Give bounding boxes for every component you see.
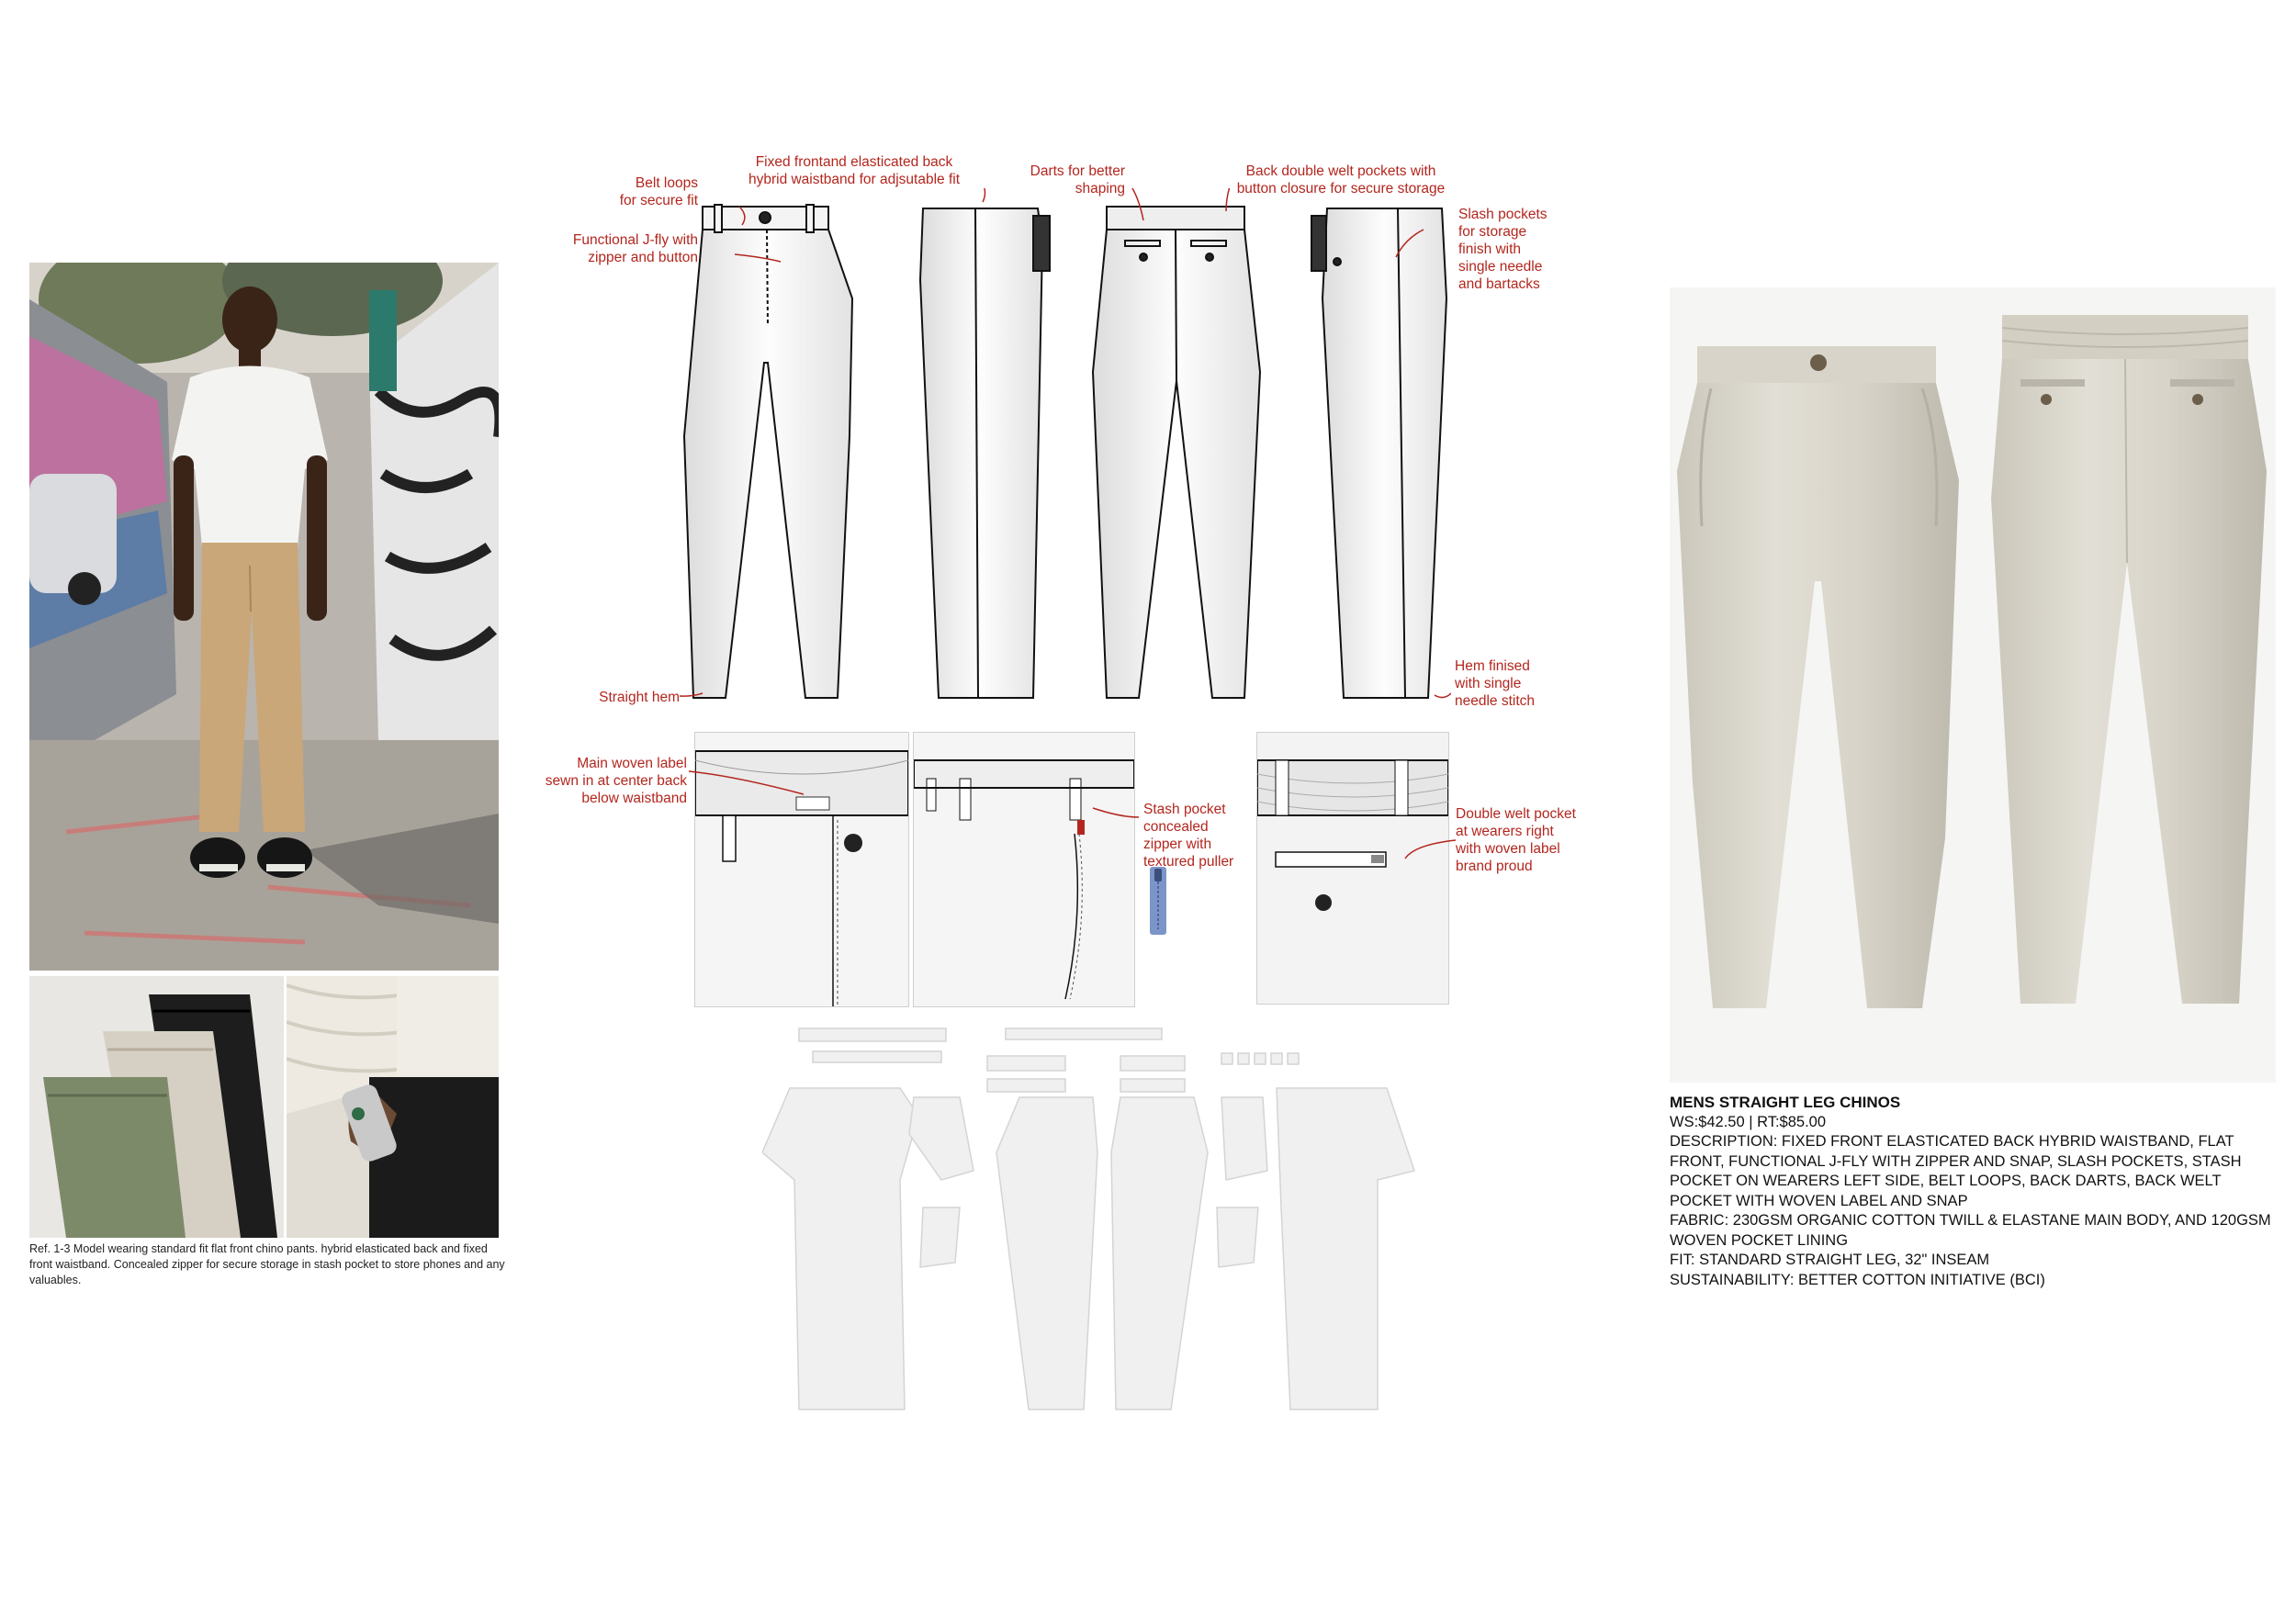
product-fit: FIT: STANDARD STRAIGHT LEG, 32" INSEAM: [1670, 1252, 1990, 1268]
folded-chinos-photo: [29, 976, 284, 1238]
product-price: WS:$42.50 | RT:$85.00: [1670, 1113, 1827, 1130]
annotation-darts: Darts for better shaping: [1030, 163, 1125, 197]
flat-sketches: [680, 188, 1451, 712]
photo-caption: Ref. 1-3 Model wearing standard fit flat front chino pants. hybrid elasticated back and fixed front waistband. Concealed zipper for secure storage in stash pocket to store phones and any valuables.: [29, 1242, 505, 1286]
annotation-waistband: Fixed frontand elasticated back hybrid waistband for adjsutable fit: [748, 154, 961, 187]
side-back-flat: [1311, 208, 1446, 698]
render-back: [1991, 315, 2267, 1004]
product-title: MENS STRAIGHT LEG CHINOS: [1670, 1094, 1901, 1111]
render-front: [1677, 346, 1959, 1008]
annotation-stash-pocket: Stash pocket concealed zipper with textured puller: [1143, 802, 1234, 870]
pattern-pieces: [762, 1024, 1442, 1414]
annotation-slash-pockets: Slash pockets for storage finish with single needle and bartacks: [1458, 207, 1548, 292]
3d-render-pants: [1670, 287, 2276, 1083]
back-flat: [1093, 207, 1260, 698]
product-sustainability: SUSTAINABILITY: BETTER COTTON INITIATIVE (BCI): [1670, 1271, 2045, 1288]
front-flat: [684, 205, 852, 698]
annotation-straight-hem: Straight hem: [599, 690, 680, 705]
annotation-hem-finished: Hem finised with single needle stitch: [1455, 658, 1536, 709]
model-photo: [29, 263, 499, 971]
annotation-back-pockets: Back double welt pockets with button closure for secure storage: [1236, 163, 1446, 197]
annotation-belt-loops: Belt loops for secure fit: [619, 175, 698, 208]
side-flat: [920, 208, 1050, 698]
annotation-double-welt: Double welt pocket at wearers right with woven label brand proud: [1456, 806, 1576, 874]
annotation-j-fly: Functional J-fly with zipper and button: [572, 232, 698, 265]
product-description: DESCRIPTION: FIXED FRONT ELASTICATED BACK HYBRID WAISTBAND, FLAT FRONT, FUNCTIONAL J-FLY WITH ZIPPER AND SNAP, SLASH POCKETS, STASH POCKET ON WEARERS LEFT SIDE, BELT LOOPS, BACK DARTS, BACK WELT POCKET WITH WOVEN LABEL AND SNAP: [1670, 1133, 2242, 1209]
annotation-main-label: Main woven label sewn in at center back below waistband: [545, 756, 687, 806]
pocket-detail-photo: [287, 976, 499, 1238]
product-fabric: FABRIC: 230GSM ORGANIC COTTON TWILL & ELASTANE MAIN BODY, AND 120GSM WOVEN POCKET LINING: [1670, 1212, 2271, 1249]
product-spec: [1670, 1093, 2276, 1290]
detail-arrows: [680, 753, 1469, 891]
